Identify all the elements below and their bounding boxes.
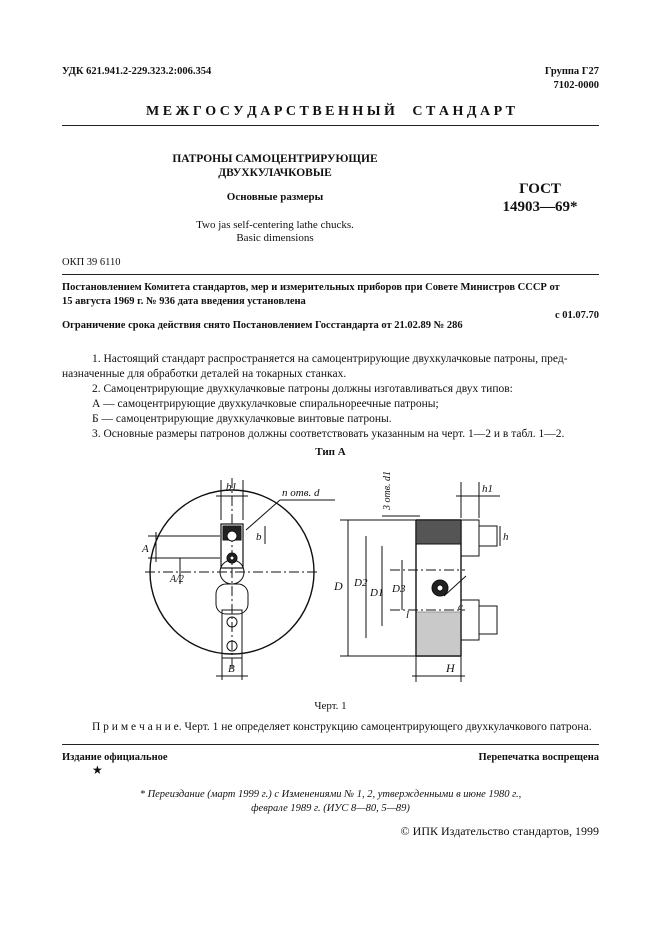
okp-divider (62, 274, 599, 275)
star-mark: ★ (92, 763, 103, 777)
header-divider (62, 125, 599, 126)
english-title-line-2: Basic dimensions (236, 232, 314, 244)
paragraph-2: 2. Самоцентрирующие двухкулачковые патроны должны изготавливаться двух типов: (92, 383, 513, 395)
jaw-hole-1 (227, 531, 237, 541)
copyright: © ИПК Издательство стандартов, 1999 (400, 824, 599, 838)
side-jaw-bottom (461, 600, 479, 640)
gost-designation (490, 180, 590, 216)
body-text (62, 352, 599, 442)
figure-caption: Черт. 1 (314, 700, 347, 712)
side-jaw-upper (416, 520, 461, 544)
english-title (120, 219, 430, 245)
side-view (333, 471, 509, 682)
paragraph-1-line-1: 1. Настоящий стандарт распространяется на самоцентрирующие двухкулачковые патроны, пред- (92, 353, 568, 365)
gost-number: 14903—69* (502, 199, 578, 215)
dim-D: D (334, 579, 343, 593)
dim-A: A (142, 543, 149, 555)
gost-label: ГОСТ (519, 181, 561, 197)
dim-b1: b1 (226, 481, 237, 493)
english-title-line-1: Two jas self-centering lathe chucks. (196, 219, 354, 231)
chuck-drawing (120, 460, 610, 692)
dim-c: c (458, 601, 463, 613)
note-text: Черт. 1 не определяет конструкцию самоцентрирующего двухкулачкового патрона. (181, 721, 592, 733)
title-line-1: ПАТРОНЫ САМОЦЕНТРИРУЮЩИЕ (172, 153, 378, 165)
reissue-line-2: феврале 1989 г. (ИУС 8—80, 5—89) (251, 803, 410, 814)
footer-divider (62, 744, 599, 745)
dim-H: H (446, 661, 455, 675)
dim-h: h (503, 531, 509, 543)
decree-line-2: 15 августа 1969 г. № 936 дата введения установлена (62, 296, 306, 307)
drawing-note (92, 720, 599, 735)
doc-subtitle: Основные размеры (226, 191, 324, 203)
udk-code: УДК 621.941.2-229.323.2:006.354 (62, 66, 212, 77)
group-code: Группа Г27 (544, 66, 599, 77)
reissue-note (62, 788, 599, 816)
paragraph-2-item-b: Б — самоцентрирующие двухкулачковые винтовые патроны. (92, 413, 392, 425)
title-line-2: ДВУХКУЛАЧКОВЫЕ (218, 167, 332, 179)
decree-date: с 01.07.70 (554, 310, 599, 321)
paragraph-3: 3. Основные размеры патронов должны соответствовать указанным на черт. 1—2 и в табл. 1—2. (92, 428, 565, 440)
interstate-standard-banner: М Е Ж Г О С У Д А Р С Т В Е Н Н Ы Й С Т А Н Д А Р Т (146, 104, 515, 119)
dim-D2: D2 (354, 577, 368, 589)
paragraph-1-line-2: назначенные для обработки деталей на токарных станках. (62, 368, 347, 380)
paragraph-2-item-a: А — самоцентрирующие двухкулачковые спиральнореечные патроны; (92, 398, 439, 410)
dim-n-holes: n отв. d (282, 487, 320, 499)
doc-title (120, 152, 430, 180)
type-a-label: Тип А (315, 446, 346, 458)
front-view (141, 478, 335, 680)
note-prefix: П р и м е ч а н и е. (92, 721, 182, 733)
dim-three-holes: 3 отв. d1 (382, 470, 393, 510)
dim-D1: D1 (370, 587, 384, 599)
limit-removed: Ограничение срока действия снято Постановлением Госстандарта от 21.02.89 № 286 (62, 320, 463, 331)
official-edition: Издание официальное (62, 752, 168, 763)
dim-h1: h1 (482, 483, 493, 495)
dim-D3: D3 (392, 583, 406, 595)
dim-b: b (256, 531, 262, 543)
decree-line-1: Постановлением Комитета стандартов, мер и измерительных приборов при Совете Министров СССР от (62, 282, 560, 293)
reissue-line-1: * Переиздание (март 1999 г.) с Изменениями № 1, 2, утвержденными в июне 1980 г., (139, 789, 522, 800)
dim-B: B (228, 663, 235, 675)
reprint-prohibited: Перепечатка воспрещена (478, 752, 599, 763)
side-jaw-top (461, 520, 479, 556)
dim-l: l (406, 609, 410, 621)
dim-A-half: A/2 (170, 574, 184, 585)
okp-code: ОКП 39 6110 (62, 257, 121, 268)
classification-code: 7102-0000 (553, 80, 599, 91)
